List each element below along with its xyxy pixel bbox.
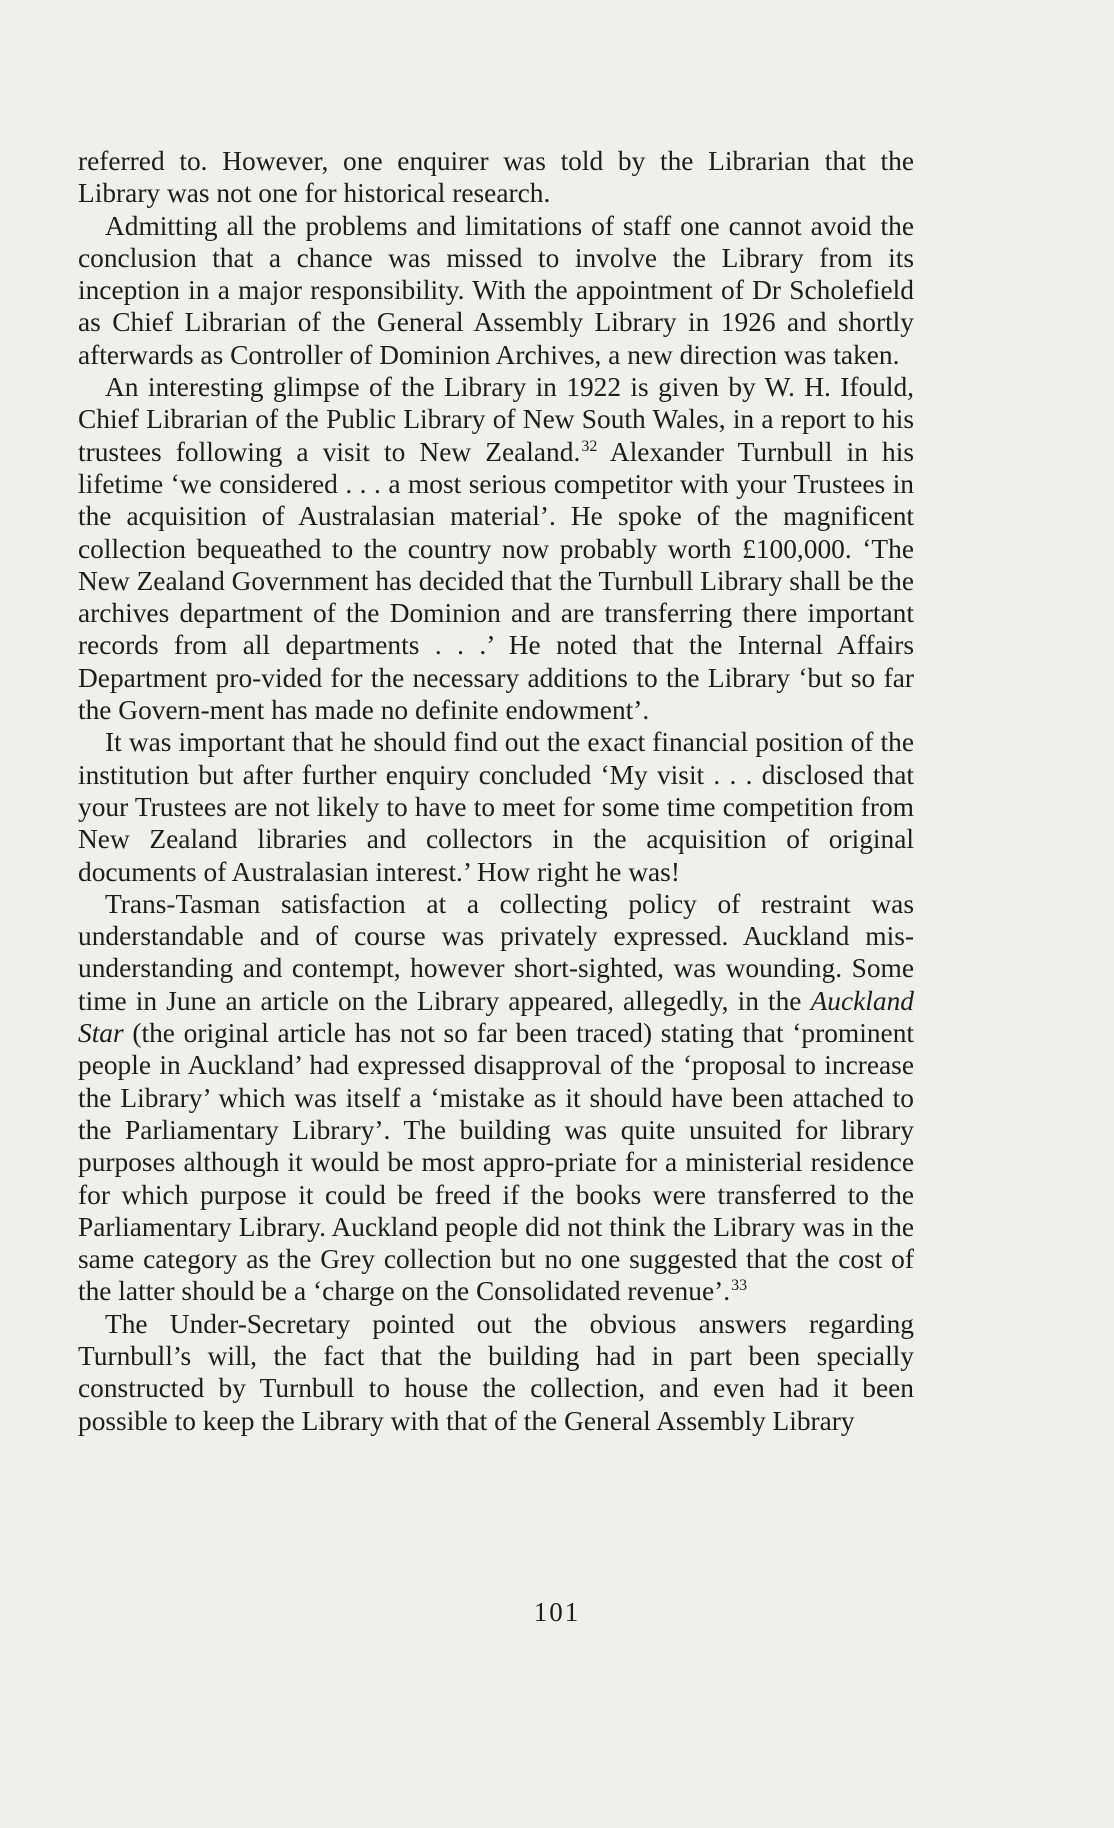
newspaper-title: Auckland Star bbox=[78, 985, 914, 1049]
paragraph-3-text-a: An interesting glimpse of the Library in 1922 is given by W. H. Ifould, Chief Librarian of the Public Library of New South Wales, in a report to his trustees following a visit to New Zealand. bbox=[78, 372, 914, 467]
body-text bbox=[78, 145, 914, 1437]
paragraph-1-text: referred to. However, one enquirer was told by the Librarian that the Library was not one for historical research. bbox=[78, 146, 914, 209]
paragraph-1 bbox=[78, 145, 914, 210]
page-number: 101 bbox=[533, 1597, 581, 1627]
paragraph-4-text: It was important that he should find out the exact financial position of the institution but after further enquiry concluded ‘My visit . . . disclosed that your Trustees are not likely to have to meet for some time competition from New Zealand libraries and collectors in the acquisition of original documents of Australasian interest.’ How right he was! bbox=[78, 727, 914, 887]
paragraph-6 bbox=[78, 1308, 914, 1437]
paragraph-3 bbox=[78, 371, 914, 726]
paragraph-5 bbox=[78, 888, 914, 1308]
paragraph-6-text: The Under-Secretary pointed out the obvious answers regarding Turnbull’s will, the fact that the building had in part been specially constructed by Turnbull to house the collection, and even had it been possible to keep the Library with that of the General Assembly Library bbox=[78, 1308, 914, 1436]
paragraph-2 bbox=[78, 210, 914, 371]
paragraph-2-text: Admitting all the problems and limitations of staff one cannot avoid the conclusion that a chance was missed to involve the Library from its inception in a major responsibility. With the appointment of Dr Scholefield as Chief Librarian of the General Assembly Library in 1926 and shortly afterwards as Controller of Dominion Archives, a new direction was taken. bbox=[78, 210, 914, 370]
paragraph-5-text-b: (the original article has not so far been traced) stating that ‘prominent people in Auckland’ had expressed disapproval of the ‘proposal to increase the Library’ which was itself a ‘mistake as it should have been attached to the Parliamentary Library’. The building was quite unsuited for library purposes although it would be most appro-priate for a ministerial residence for which purpose it could be freed if the books were transferred to the Parliamentary Library. Auckland people did not think the Library was in the same category as the Grey collection but no one suggested that the cost of the latter should be a ‘charge on the Consolidated revenue’. bbox=[78, 1018, 914, 1307]
footnote-ref-33: 33 bbox=[731, 1277, 748, 1295]
footnote-ref-32: 32 bbox=[581, 437, 598, 455]
paragraph-3-text-b: Alexander Turnbull in his lifetime ‘we considered . . . a most serious competitor with your Trustees in the acquisition of Australasian material’. He spoke of the magnificent collection bequeathed to the country now probably worth £100,000. ‘The New Zealand Government has decided that the Turnbull Library shall be the archives department of the Dominion and are transferring there important records from all departments . . .’ He noted that the Internal Affairs Department pro-vided for the necessary additions to the Library ‘but so far the Govern-ment has made no definite endowment’. bbox=[78, 436, 915, 726]
paragraph-5-text-a: Trans-Tasman satisfaction at a collecting policy of restraint was understandable and of course was privately expressed. Auckland mis-understanding and contempt, however short-sighted, was wounding. Some time in June an article on the Library appeared, allegedly, in the bbox=[78, 888, 914, 1016]
paragraph-4 bbox=[78, 726, 914, 887]
